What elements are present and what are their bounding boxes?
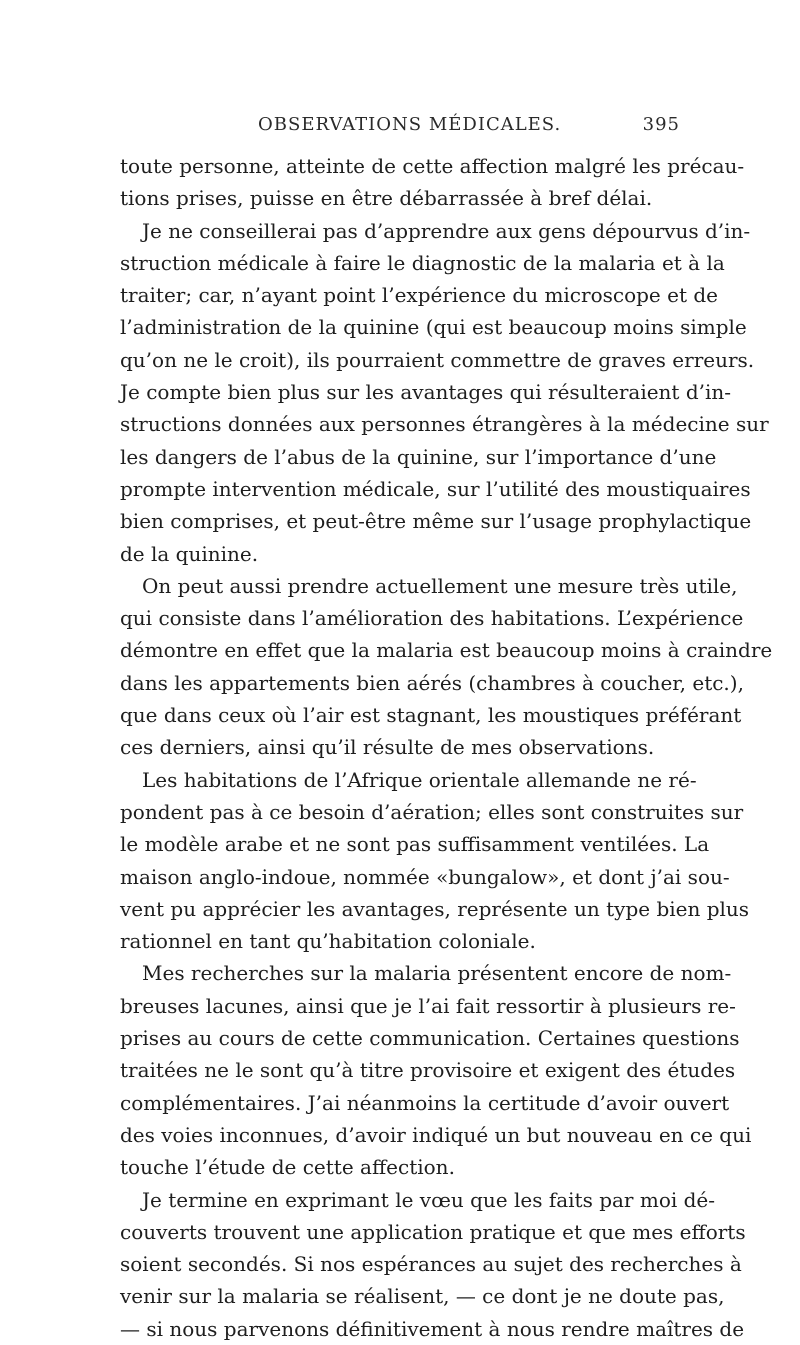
text-line: traitées ne le sont qu’à titre provisoire et exigent des études [120,1058,736,1083]
text-line: complémentaires. J’ai néanmoins la certitude d’avoir ouvert [120,1090,730,1115]
text-line: l’administration de la quinine (qui est beaucoup moins simple [120,315,747,340]
text-line: Je ne conseillerai pas d’apprendre aux gens dépourvus d’in- [142,218,751,243]
text-line: que dans ceux où l’air est stagnant, les moustiques préférant [120,703,742,728]
text-line: toute personne, atteinte de cette affection malgré les précau- [120,154,745,178]
text-line: — si nous parvenons définitivement à nous rendre maîtres de [120,1316,745,1341]
paragraph [120,1184,746,1345]
text-line: rationnel en tant qu’habitation coloniale. [120,929,536,954]
text-line: qui consiste dans l’amélioration des habitations. L’expérience [120,606,744,631]
text-line: Je compte bien plus sur les avantages qui résulteraient d’in- [120,380,732,405]
paragraph [120,764,750,958]
text-line: des voies inconnues, d’avoir indiqué un but nouveau en ce qui [120,1122,752,1147]
text-line: breuses lacunes, ainsi que je l’ai fait ressortir à plusieurs re- [120,993,736,1018]
text-line: On peut aussi prendre actuellement une mesure très utile, [142,573,738,598]
text-line: le modèle arabe et ne sont pas suffisamment ventilées. La [120,832,710,857]
text-line: démontre en effet que la malaria est beaucoup moins à craindre [120,638,773,663]
text-line: Mes recherches sur la malaria présentent encore de nom- [142,961,732,986]
text-line: venir sur la malaria se réalisent, — ce dont je ne doute pas, [120,1284,725,1309]
text-line: traiter; car, n’ayant point l’expérience du microscope et de [120,283,718,308]
text-line: Je termine en exprimant le vœu que les faits par moi dé- [142,1187,716,1212]
text-line: vent pu apprécier les avantages, représente un type bien plus [120,896,750,921]
paragraph [120,150,745,215]
text-line: maison anglo-indoue, nommée «bungalow», et dont j’ai sou- [120,864,730,889]
text-line: soient secondés. Si nos espérances au sujet des recherches à [120,1252,742,1277]
text-line: les dangers de l’abus de la quinine, sur l’importance d’une [120,444,717,469]
page-number: 395 [642,114,680,135]
text-line: tions prises, puisse en être débarrassée à bref délai. [120,186,653,211]
text-line: de la quinine. [120,541,259,566]
text-line: bien comprises, et peut-être même sur l’usage prophylactique [120,509,752,534]
paragraph [120,570,773,764]
paragraph [120,215,769,570]
text-line: prises au cours de cette communication. Certaines questions [120,1026,740,1051]
text-line: couverts trouvent une application pratique et que mes efforts [120,1219,746,1244]
running-title: OBSERVATIONS MÉDICALES. [258,114,562,135]
text-line: dans les appartements bien aérés (chambres à coucher, etc.), [120,670,744,695]
paragraph [120,957,752,1183]
text-line: structions données aux personnes étrangères à la médecine sur [120,412,769,437]
body-text [120,150,773,1345]
text-line: Les habitations de l’Afrique orientale allemande ne ré- [142,767,697,792]
text-line: touche l’étude de cette affection. [120,1155,455,1180]
text-line: qu’on ne le croit), ils pourraient commettre de graves erreurs. [120,347,755,372]
text-line: struction médicale à faire le diagnostic de la malaria et à la [120,250,725,275]
text-line: pondent pas à ce besoin d’aération; elles sont construites sur [120,799,744,824]
text-line: prompte intervention médicale, sur l’utilité des moustiquaires [120,476,751,501]
text-line: ces derniers, ainsi qu’il résulte de mes observations. [120,735,655,760]
running-head [120,114,680,140]
